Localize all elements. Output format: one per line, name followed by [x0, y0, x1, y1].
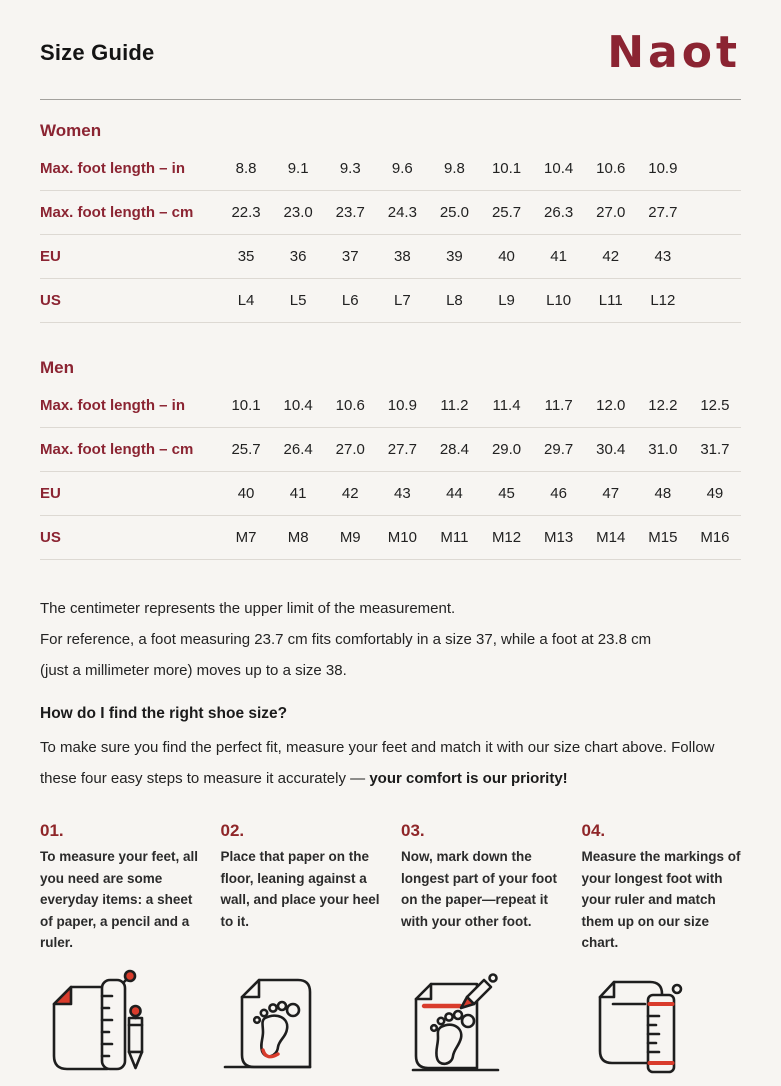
women-size-table	[40, 147, 741, 323]
page-header	[40, 26, 741, 80]
size-value: M13	[544, 529, 574, 546]
step-description: Place that paper on the floor, leaning against a wall, and place your heel to it.	[220, 849, 380, 929]
row-label: Max. foot length – in	[40, 160, 185, 177]
size-value: 41	[550, 248, 567, 265]
paper-pencil-ruler-icon	[40, 966, 200, 1078]
step-2	[221, 821, 381, 954]
size-value: 10.1	[491, 160, 522, 177]
size-value: 26.4	[283, 441, 313, 458]
size-value: 11.4	[492, 397, 521, 414]
men-size-table	[40, 384, 741, 560]
size-value: L5	[289, 292, 307, 309]
table-row	[40, 279, 741, 323]
table-row	[40, 472, 741, 516]
size-value: 44	[446, 485, 463, 502]
step-1	[40, 821, 200, 954]
size-value: 38	[394, 248, 411, 265]
size-value: L6	[341, 292, 359, 309]
row-label: EU	[40, 248, 61, 265]
measuring-steps	[40, 821, 741, 954]
size-value: 25.0	[439, 204, 470, 221]
header-divider	[40, 99, 741, 100]
size-value: 27.7	[648, 204, 678, 221]
size-value: 46	[550, 485, 567, 502]
naot-logo: Naot	[607, 27, 741, 78]
step-number: 02.	[220, 821, 245, 840]
women-section-heading: Women	[40, 121, 102, 140]
size-value: 43	[394, 485, 411, 502]
size-value: 10.6	[596, 160, 626, 177]
size-value: 36	[289, 248, 307, 265]
step-number: 01.	[40, 821, 64, 840]
size-value: L7	[394, 292, 411, 309]
row-label: US	[40, 292, 61, 309]
size-value: M7	[235, 529, 257, 546]
size-value: M14	[596, 529, 626, 546]
size-value: L10	[546, 292, 572, 309]
size-value: 23.0	[283, 204, 313, 221]
size-value: 25.7	[231, 441, 261, 458]
size-value: 11.2	[440, 397, 469, 414]
note-line: (just a millimeter more) moves up to a size 38.	[40, 662, 347, 679]
size-value: M12	[491, 529, 522, 546]
how-to-heading: How do I find the right shoe size?	[40, 705, 288, 722]
size-value: 47	[602, 485, 620, 502]
size-value: M11	[440, 529, 469, 546]
size-value: 12.0	[596, 397, 626, 414]
size-value: 9.6	[391, 160, 413, 177]
size-value: 12.2	[648, 397, 678, 414]
row-label: Max. foot length – cm	[40, 204, 194, 221]
size-value: 27.7	[387, 441, 417, 458]
size-value: 11.7	[544, 397, 573, 414]
table-row	[40, 147, 741, 191]
table-row	[40, 191, 741, 235]
size-value: M9	[339, 529, 361, 546]
step-3	[401, 821, 561, 954]
paper-footprint-wall-icon	[221, 966, 381, 1078]
how-to-intro	[40, 732, 741, 794]
size-value: 41	[289, 485, 307, 502]
step-description: Now, mark down the longest part of your foot on the paper—repeat it with your other foot.	[401, 849, 557, 929]
size-value: 31.0	[648, 441, 678, 458]
paper-footprint-pencil-mark-icon	[401, 966, 561, 1078]
size-value: 10.4	[283, 397, 313, 414]
page-title: Size Guide	[40, 40, 155, 65]
measurement-note	[40, 593, 741, 686]
table-row	[40, 516, 741, 560]
note-line: The centimeter represents the upper limit of the measurement.	[40, 600, 456, 617]
step-description: To measure your feet, all you need are some everyday items: a sheet of paper, a pencil and a ruler.	[40, 849, 199, 950]
size-value: 10.9	[387, 397, 417, 414]
size-value: 25.7	[491, 204, 522, 221]
paper-ruler-measure-icon	[582, 966, 742, 1078]
size-value: 12.5	[700, 397, 730, 414]
intro-text: To make sure you find the perfect fit, measure your feet and match it with our size chart above. Follow these four easy steps to measure it accurately —	[40, 739, 715, 787]
table-row	[40, 235, 741, 279]
size-value: 26.3	[544, 204, 574, 221]
row-label: US	[40, 529, 61, 546]
size-value: M15	[648, 529, 678, 546]
size-value: 10.1	[231, 397, 261, 414]
row-label: EU	[40, 485, 61, 502]
step-number: 04.	[581, 821, 606, 840]
size-value: 27.0	[596, 204, 626, 221]
size-value: L11	[598, 292, 623, 309]
size-value: M10	[387, 529, 417, 546]
note-line: For reference, a foot measuring 23.7 cm fits comfortably in a size 37, while a foot at 23.8 cm	[40, 631, 652, 648]
size-value: M8	[287, 529, 309, 546]
size-value: 9.3	[339, 160, 361, 177]
size-value: 23.7	[335, 204, 365, 221]
size-value: L8	[446, 292, 463, 309]
size-value: L9	[498, 292, 515, 309]
size-value: 45	[498, 485, 515, 502]
row-label: Max. foot length – cm	[40, 441, 194, 458]
size-value: 10.9	[648, 160, 678, 177]
men-section-heading: Men	[40, 358, 74, 377]
size-value: 37	[341, 248, 359, 265]
size-value: 42	[341, 485, 359, 502]
size-value: 42	[602, 248, 620, 265]
size-value: 27.0	[335, 441, 365, 458]
size-value: 29.7	[544, 441, 574, 458]
size-value: 9.1	[287, 160, 309, 177]
step-4	[582, 821, 742, 954]
size-value: 48	[654, 485, 672, 502]
size-value: 22.3	[231, 204, 261, 221]
size-value: 10.4	[544, 160, 574, 177]
size-value: 24.3	[387, 204, 417, 221]
intro-bold-text: your comfort is our priority!	[369, 770, 568, 787]
size-value: 40	[498, 248, 515, 265]
size-value: 40	[237, 485, 255, 502]
step-number: 03.	[401, 821, 425, 840]
size-value: L12	[650, 292, 676, 309]
size-value: 28.4	[439, 441, 470, 458]
size-value: L4	[237, 292, 255, 309]
table-row	[40, 384, 741, 428]
size-value: 35	[237, 248, 255, 265]
row-label: Max. foot length – in	[40, 397, 185, 414]
step-description: Measure the markings of your longest foot with your ruler and match them up on our size chart.	[581, 849, 741, 950]
table-row	[40, 428, 741, 472]
size-value: 8.8	[235, 160, 257, 177]
step-icons	[40, 966, 741, 1078]
size-value: 9.8	[444, 160, 465, 177]
size-value: 29.0	[491, 441, 522, 458]
size-value: 30.4	[596, 441, 626, 458]
size-value: M16	[700, 529, 730, 546]
size-value: 39	[446, 248, 463, 265]
size-value: 31.7	[700, 441, 730, 458]
size-value: 49	[706, 485, 724, 502]
size-value: 10.6	[335, 397, 365, 414]
size-value: 43	[654, 248, 672, 265]
